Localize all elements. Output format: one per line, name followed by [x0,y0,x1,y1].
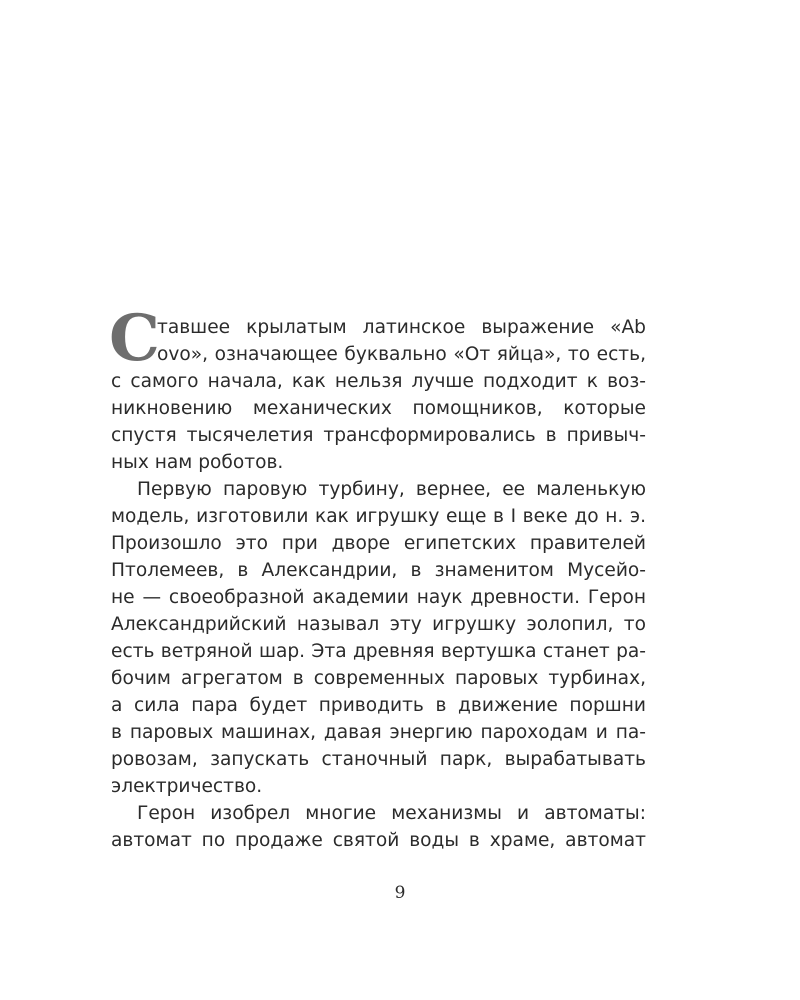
text-line: Герон изобрел многие механизмы и автоматы: [137,803,646,824]
text-line: ovo», означающее буквально «От яйца», то есть, [157,344,646,365]
text-line: есть ветряной шар. Эта древняя вертушка станет ра- [111,641,646,662]
body-text [109,301,646,854]
text-line: ровозам, запускать станочный парк, вырабатывать [111,749,646,770]
text-line: модель, изготовили как игрушку еще в I веке до н. э. [111,506,646,527]
text-line: ных нам роботов. [111,452,284,473]
text-line: автомат по продаже святой воды в храме, автомат [111,830,646,851]
text-line: с самого начала, как нельзя лучше подходит к воз- [111,371,646,392]
text-line: Александрийский называл эту игрушку эолопил, то [111,614,646,635]
text-line: электричество. [111,776,263,797]
text-line: тавшее крылатым латинское выражение «Ab [157,317,646,338]
text-line: а сила пара будет приводить в движение поршни [111,695,646,716]
text-line: бочим агрегатом в современных паровых турбинах, [111,668,646,689]
text-line: Первую паровую турбину, вернее, ее маленькую [137,479,646,500]
paragraph-1-opening [109,301,646,376]
text-line: не — своеобразной академии наук древности. Герон [111,587,646,608]
text-line: никновению механических помощников, которые [111,398,646,419]
text-line: Произошло это при дворе египетских правителей [111,533,646,554]
text-line: Птолемеев, в Александрии, в знаменитом Мусейо- [111,560,646,581]
drop-cap-letter: С [109,301,160,376]
page-number: 9 [394,883,406,903]
text-line: в паровых машинах, давая энергию пароходам и па- [111,722,646,743]
text-line: спустя тысячелетия трансформировались в привыч- [111,425,646,446]
